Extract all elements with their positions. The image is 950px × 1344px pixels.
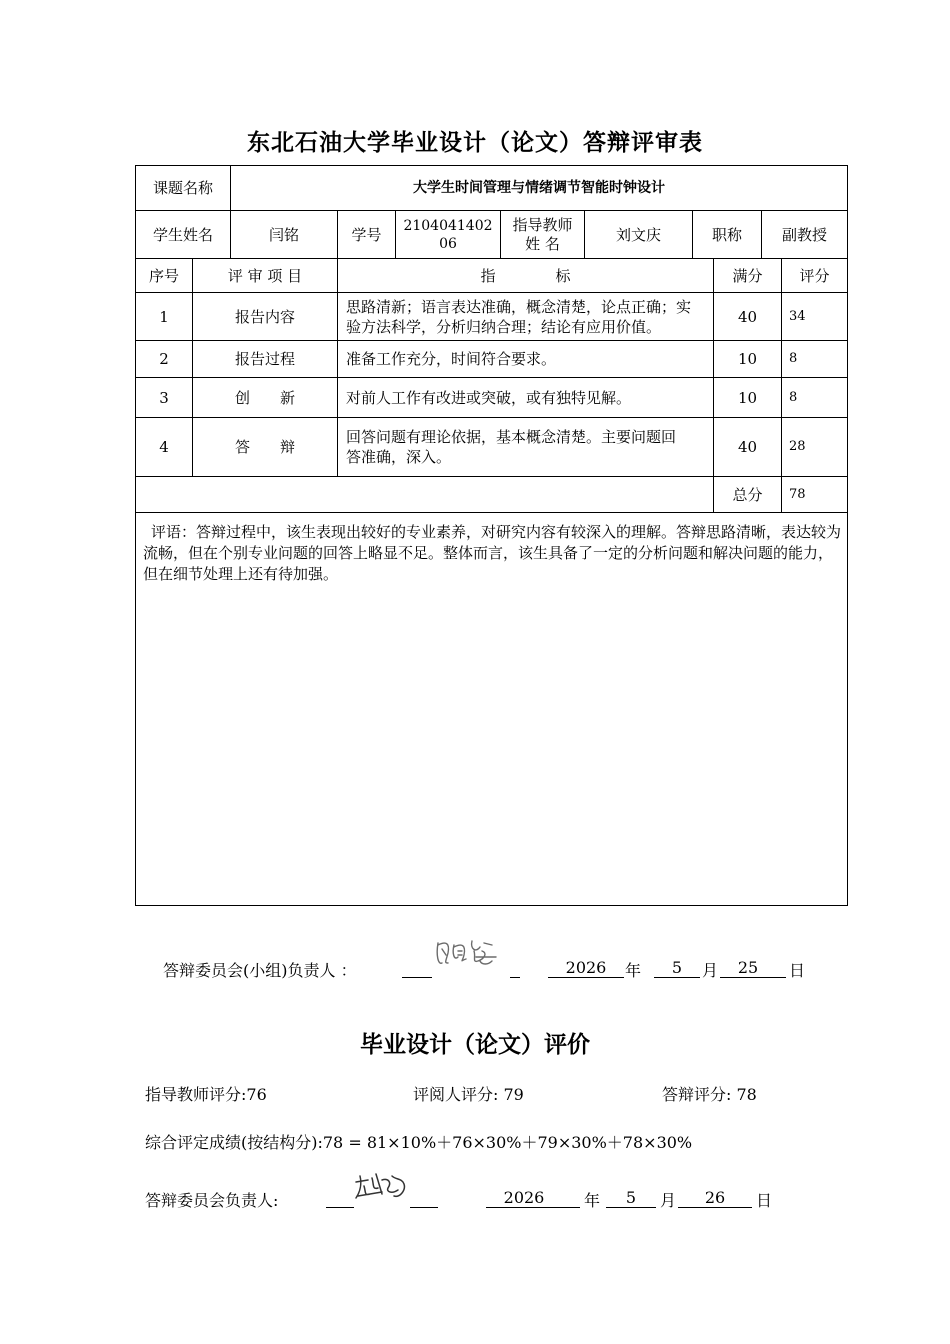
sign2-year-unit: 年	[584, 1191, 601, 1210]
document-title: 东北石油大学毕业设计（论文）答辩评审表	[247, 130, 703, 156]
row-full: 10	[737, 388, 758, 407]
defense-score: 答辩评分: 78	[662, 1085, 757, 1104]
header-no: 序号	[148, 266, 179, 285]
rank-value: 副教授	[781, 225, 827, 244]
row-indicator-line: 验方法科学，分析归纳合理；结论有应用价值。	[346, 317, 662, 336]
topic-value: 大学生时间管理与情绪调节智能时钟设计	[413, 180, 665, 196]
table-line	[135, 905, 848, 906]
advisor-label	[501, 211, 584, 258]
row-no: 4	[159, 438, 169, 456]
underline	[678, 1207, 752, 1208]
header-full: 满分	[732, 266, 763, 285]
sign1-year-unit: 年	[625, 961, 642, 980]
topic-label: 课题名称	[152, 179, 213, 197]
total-label: 总分	[732, 485, 763, 504]
sign1-month: 5	[671, 958, 683, 977]
reviewer-score: 评阅人评分: 79	[413, 1085, 524, 1104]
sign2-day-unit: 日	[756, 1191, 773, 1210]
signature-image	[352, 1168, 412, 1204]
header-score: 评分	[799, 266, 830, 285]
row-indicator: 准备工作充分，时间符合要求。	[346, 350, 557, 368]
underline	[654, 977, 700, 978]
row-score: 8	[789, 389, 798, 405]
row-item: 创 新	[234, 388, 295, 407]
row-indicator	[346, 418, 712, 476]
row-no: 3	[159, 388, 169, 407]
row-item: 报告内容	[234, 307, 295, 326]
row-score: 34	[789, 308, 806, 324]
row-full: 40	[737, 307, 758, 326]
row-indicator-line: 回答问题有理论依据，基本概念清楚。主要问题回	[346, 428, 677, 446]
row-indicator-line: 思路清新；语言表达准确，概念清楚，论点正确；实	[346, 297, 692, 316]
advisor-score: 指导教师评分:76	[145, 1085, 267, 1104]
sign1-month-unit: 月	[702, 961, 719, 980]
sign1-day: 25	[737, 958, 759, 977]
advisor-label-line: 指导教师	[512, 215, 573, 234]
underline	[510, 977, 520, 978]
sign1-year: 2026	[565, 958, 607, 977]
sign1-day-unit: 日	[789, 961, 806, 980]
rank-label: 职称	[711, 225, 742, 244]
composite-score: 综合评定成绩(按结构分):78 = 81×10%＋76×30%＋79×30%＋78×30%	[145, 1133, 693, 1152]
student-id-label: 学号	[351, 225, 382, 244]
total-value: 78	[789, 486, 806, 502]
header-item: 评 审 项 目	[227, 266, 303, 285]
header-indicator: 指 标	[480, 266, 571, 285]
row-item: 答 辩	[234, 438, 295, 456]
advisor-label-line: 姓 名	[525, 234, 560, 253]
table-line	[781, 258, 782, 512]
row-score: 28	[789, 439, 806, 454]
underline	[548, 977, 624, 978]
committee-sign-label: 答辩委员会(小组)负责人 ：	[163, 961, 357, 980]
table-line	[847, 165, 848, 906]
table-line	[135, 512, 848, 513]
row-no: 1	[159, 307, 169, 326]
sign2-month-unit: 月	[660, 1191, 677, 1210]
signature-image	[432, 935, 508, 971]
row-indicator: 对前人工作有改进或突破，或有独特见解。	[346, 388, 632, 407]
row-indicator	[346, 293, 712, 340]
row-indicator-line: 答准确，深入。	[346, 448, 452, 466]
student-id-value	[396, 211, 500, 258]
comment-text: 评语：答辩过程中，该生表现出较好的专业素养，对研究内容有较深入的理解。答辩思路清晰，表达较为流畅，但在个别专业问题的回答上略显不足。整体而言，该生具备了一定的分析问题和解决问题的能力，但在细节处理上还有待加强。	[143, 523, 842, 583]
row-full: 10	[737, 350, 758, 368]
sign2-month: 5	[625, 1188, 637, 1207]
underline	[402, 977, 432, 978]
row-full: 40	[737, 438, 758, 456]
underline	[486, 1207, 580, 1208]
committee-head-label: 答辩委员会负责人:	[145, 1191, 279, 1210]
underline	[410, 1207, 438, 1208]
underline	[326, 1207, 354, 1208]
underline	[606, 1207, 656, 1208]
underline	[720, 977, 786, 978]
student-id-line: 06	[439, 235, 457, 252]
sign2-year: 2026	[503, 1188, 545, 1207]
row-no: 2	[159, 350, 169, 368]
row-item: 报告过程	[234, 350, 295, 368]
sign2-day: 26	[704, 1188, 726, 1207]
advisor-value: 刘文庆	[615, 225, 661, 244]
student-id-line: 2104041402	[403, 217, 493, 234]
student-name-value: 闫铭	[268, 225, 299, 244]
student-name-label: 学生姓名	[152, 225, 213, 244]
row-score: 8	[789, 351, 798, 366]
evaluation-title: 毕业设计（论文）评价	[360, 1032, 590, 1058]
